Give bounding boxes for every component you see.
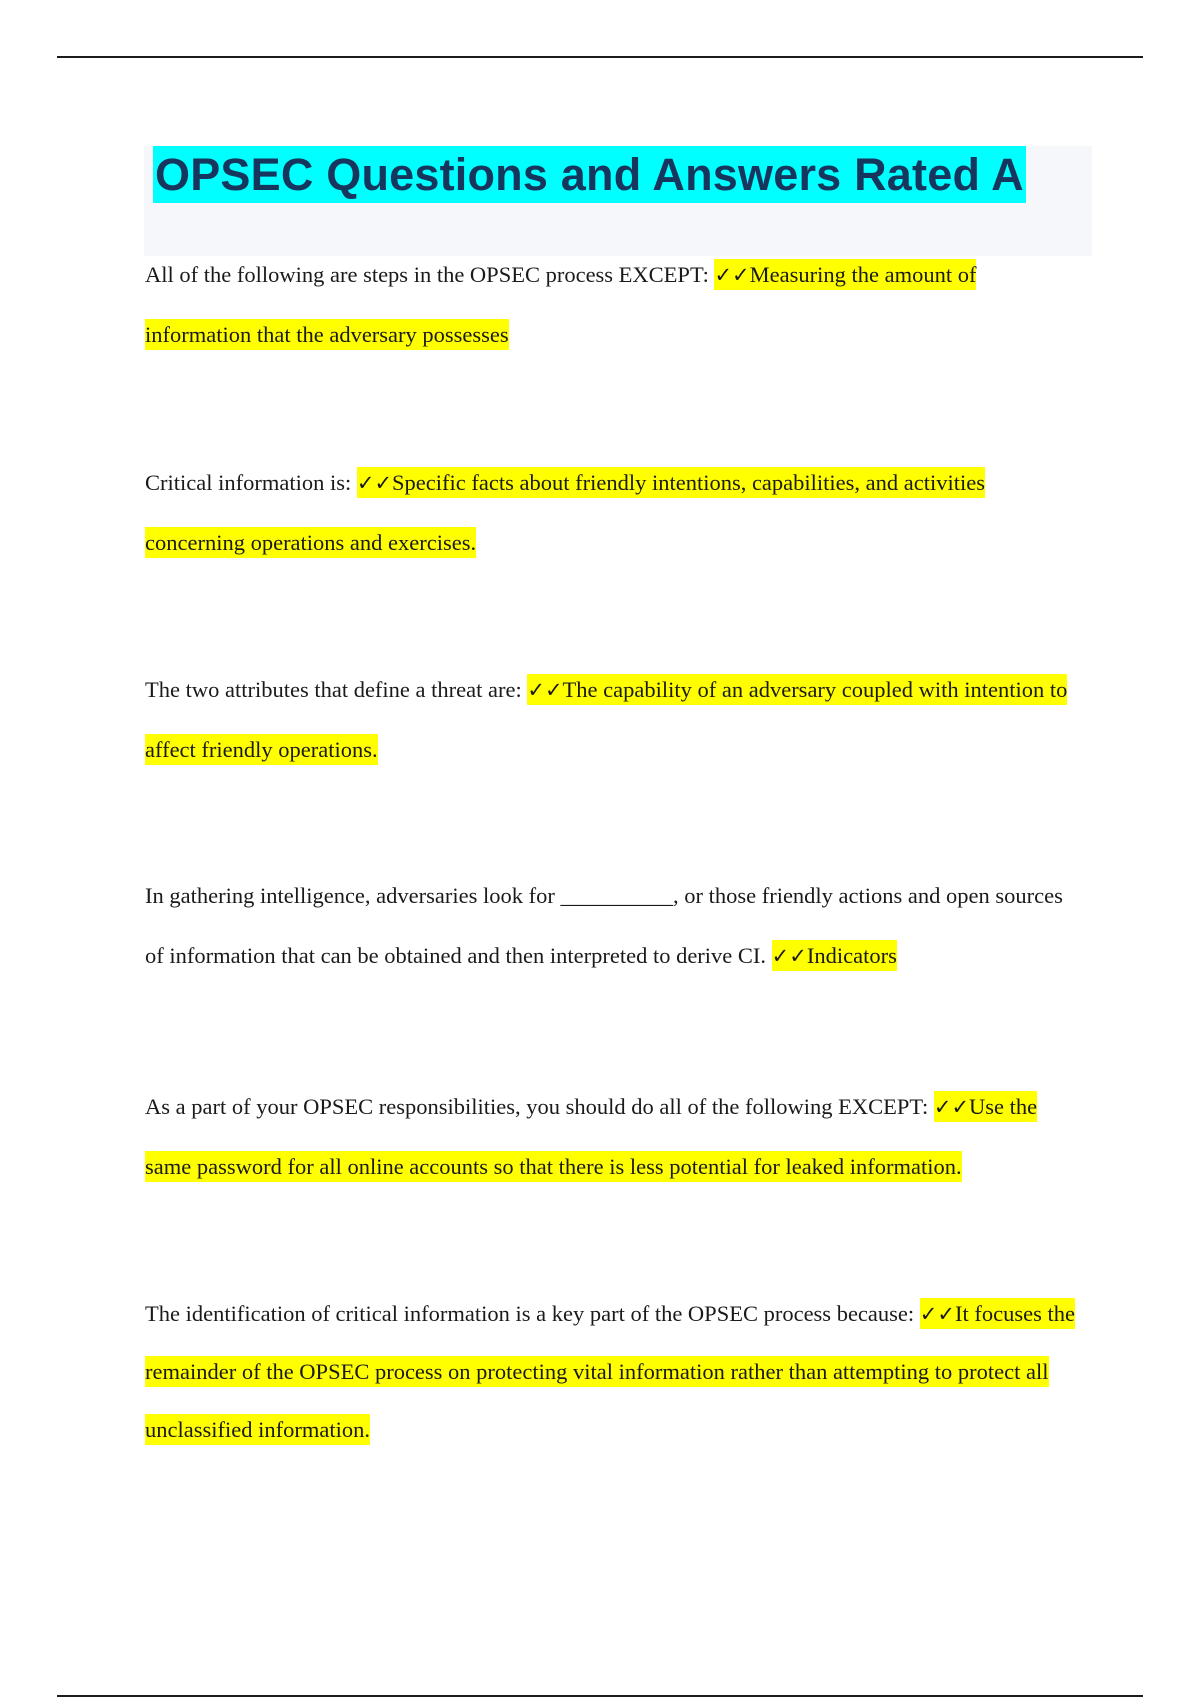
question-text: All of the following are steps in the OPSEC process EXCEPT: xyxy=(145,262,715,287)
top-rule xyxy=(57,56,1143,58)
double-check-icon: ✓✓ xyxy=(771,944,807,968)
answer-text: Indicators xyxy=(806,943,897,968)
qa-item xyxy=(145,1285,1085,1459)
answer-text: Measuring the amount of information that the adversary possesses xyxy=(145,262,977,347)
bottom-rule xyxy=(57,1695,1143,1697)
question-text: The two attributes that define a threat are: xyxy=(145,677,528,702)
question-text: As a part of your OPSEC responsibilities, you should do all of the following EXCEPT: xyxy=(145,1094,934,1119)
document-title: OPSEC Questions and Answers Rated A xyxy=(153,146,1026,203)
qa-item xyxy=(145,1077,1085,1197)
double-check-icon: ✓✓ xyxy=(356,471,393,495)
question-text: Critical information is: xyxy=(145,470,357,495)
answer-text: The capability of an adversary coupled with intention to affect friendly operations. xyxy=(145,677,1068,762)
double-check-icon: ✓✓ xyxy=(527,678,563,702)
qa-item xyxy=(145,660,1085,780)
answer-text: It focuses the remainder of the OPSEC process on protecting vital information rather than attempting to protect all unclassified information. xyxy=(145,1301,1075,1442)
question-text: In gathering intelligence, adversaries look for __________, or those friendly actions and open sources of information that can be obtained and then interpreted to derive CI. xyxy=(145,883,1063,968)
double-check-icon: ✓✓ xyxy=(933,1095,970,1119)
question-text: The identification of critical information is a key part of the OPSEC process because: xyxy=(145,1301,920,1326)
answer-text: Use the same password for all online accounts so that there is less potential for leaked information. xyxy=(145,1094,1038,1179)
answer-text: Specific facts about friendly intentions, capabilities, and activities concerning operations and exercises. xyxy=(145,470,985,555)
answer-highlight xyxy=(772,940,897,971)
qa-item xyxy=(145,245,1085,365)
qa-item xyxy=(145,866,1085,986)
qa-item xyxy=(145,453,1085,573)
double-check-icon: ✓✓ xyxy=(714,263,750,287)
double-check-icon: ✓✓ xyxy=(919,1302,955,1326)
